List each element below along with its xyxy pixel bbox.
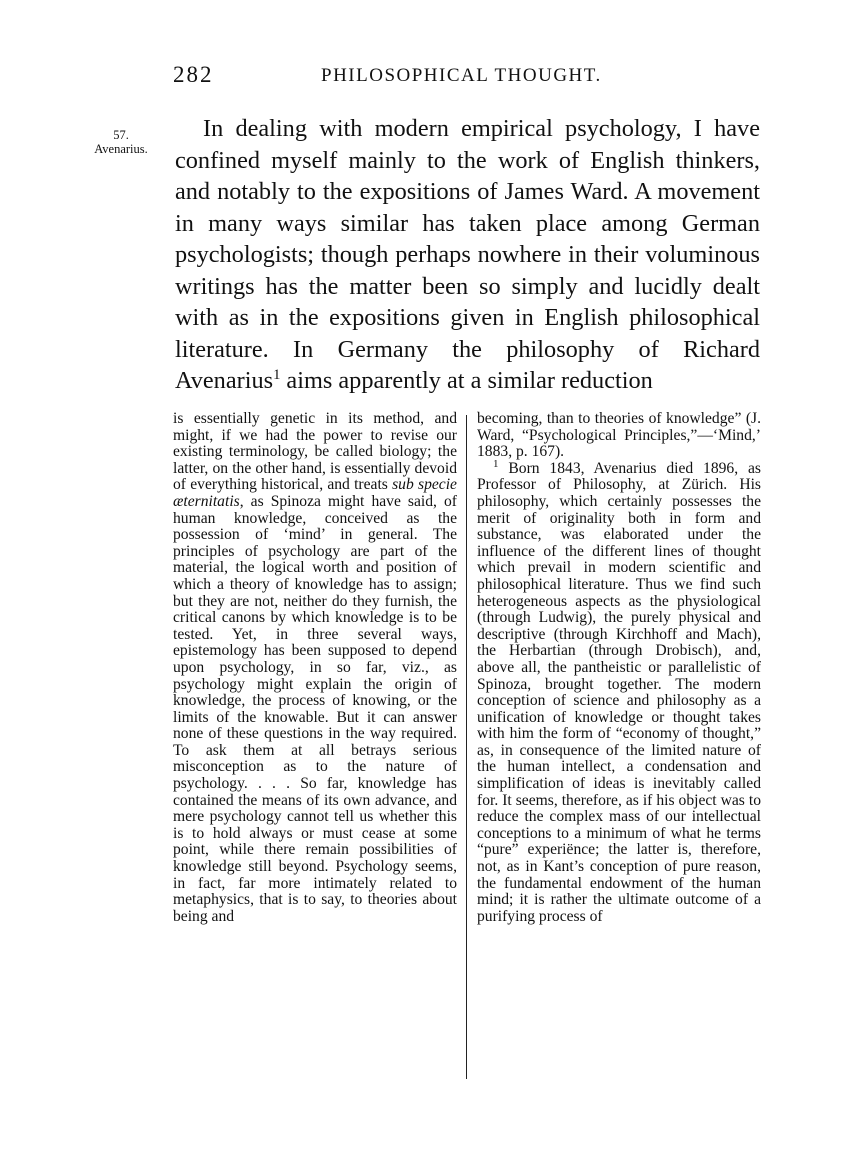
- margin-note: [84, 128, 158, 156]
- section-number: 57.: [113, 128, 129, 142]
- footnote-column-left: [173, 411, 457, 925]
- footnote-column-right: [477, 411, 761, 925]
- main-text-end: aims apparently at a similar reduction: [280, 367, 653, 394]
- latin-phrase: sub specie æternitatis: [173, 476, 457, 510]
- footnote-avenarius-text: Born 1843, Avenarius died 1896, as Professor of Philosophy, at Zürich. His philosophy, which certainly possesses the merit of originality both in form and substance, was elaborated under the influence of the different lines of thought which prevail in modern scientific and philosophical literature. Thus we find such heterogeneous aspects as the physiological (through Ludwig), the purely physical and descriptive (through Kirchhoff and Mach), the Herbartian (through Drobisch), and, above all, the pantheistic or parallelistic of Spinoza, brought together. The modern conception of science and philosophy as a unification of knowledge or thought takes with him the form of “economy of thought,” as, in consequence of the limited nature of the human intellect, a condensation and simplification of ideas is inevitably called for. It seems, therefore, as if his object was to reduce the complex mass of our intellectual conceptions to a minimum of what he terms “pure” experiënce; the latter is, therefore, not, as in Kant’s conception of pure reason, the fundamental endowment of the human mind; it is rather the ultimate outcome of a purifying process of: [477, 459, 761, 925]
- running-title: PHILOSOPHICAL THOUGHT.: [321, 65, 602, 86]
- footnote-marker: 1: [493, 457, 499, 470]
- page-number: 282: [173, 62, 214, 87]
- footnote-continuation-end: becoming, than to theories of knowledge” (J. Ward, “Psychological Principles,”—‘Mind,’ 1883, p. 167).: [477, 410, 761, 461]
- footnote-avenarius: [477, 457, 761, 926]
- main-paragraph: [175, 113, 760, 397]
- footnote-text-continued: , as Spinoza might have said, of human knowledge, conceived as the possession of ‘mind’ in general. The principles of psychology are part of the material, the logical worth and position of which a theory of knowledge has to assign; but they are not, neither do they furnish, the critical canons by which knowledge is to be tested. Yet, in three several ways, epistemology has been supposed to depend upon psychology, in so far, viz., as psychology might explain the origin of knowledge, the process of knowing, or the limits of the knowable. But it can answer none of these questions in the way required. To ask them at all betrays serious misconception as to the nature of psychology. . . . So far, knowledge has contained the means of its own advance, and mere psychology cannot tell us whether this is to hold always or must cease at some point, while there remain possibilities of knowledge still beyond. Psychology seems, in fact, far more intimately related to metaphysics, that is to say, to theories about being and: [173, 492, 457, 925]
- footnote-text: is essentially genetic in its method, and might, if we had the power to revise our existing terminology, be called biology; the latter, on the other hand, is essentially devoid of everything historical, and treats: [173, 410, 457, 494]
- page-header: [173, 62, 758, 96]
- footnote-ref: 1: [273, 366, 281, 383]
- footnote-continuation: [173, 411, 457, 925]
- section-title: Avenarius.: [94, 142, 148, 156]
- main-text: In dealing with modern empirical psychology, I have confined myself mainly to the work of English thinkers, and notably to the expositions of James Ward. A movement in many ways similar has taken place among German psychologists; though perhaps nowhere in their voluminous writings has the matter been so simply and lucidly dealt with as in the expositions given in English philosophical literature. In Germany the philosophy of Richard Avenarius: [175, 115, 760, 394]
- column-divider: [466, 415, 467, 1079]
